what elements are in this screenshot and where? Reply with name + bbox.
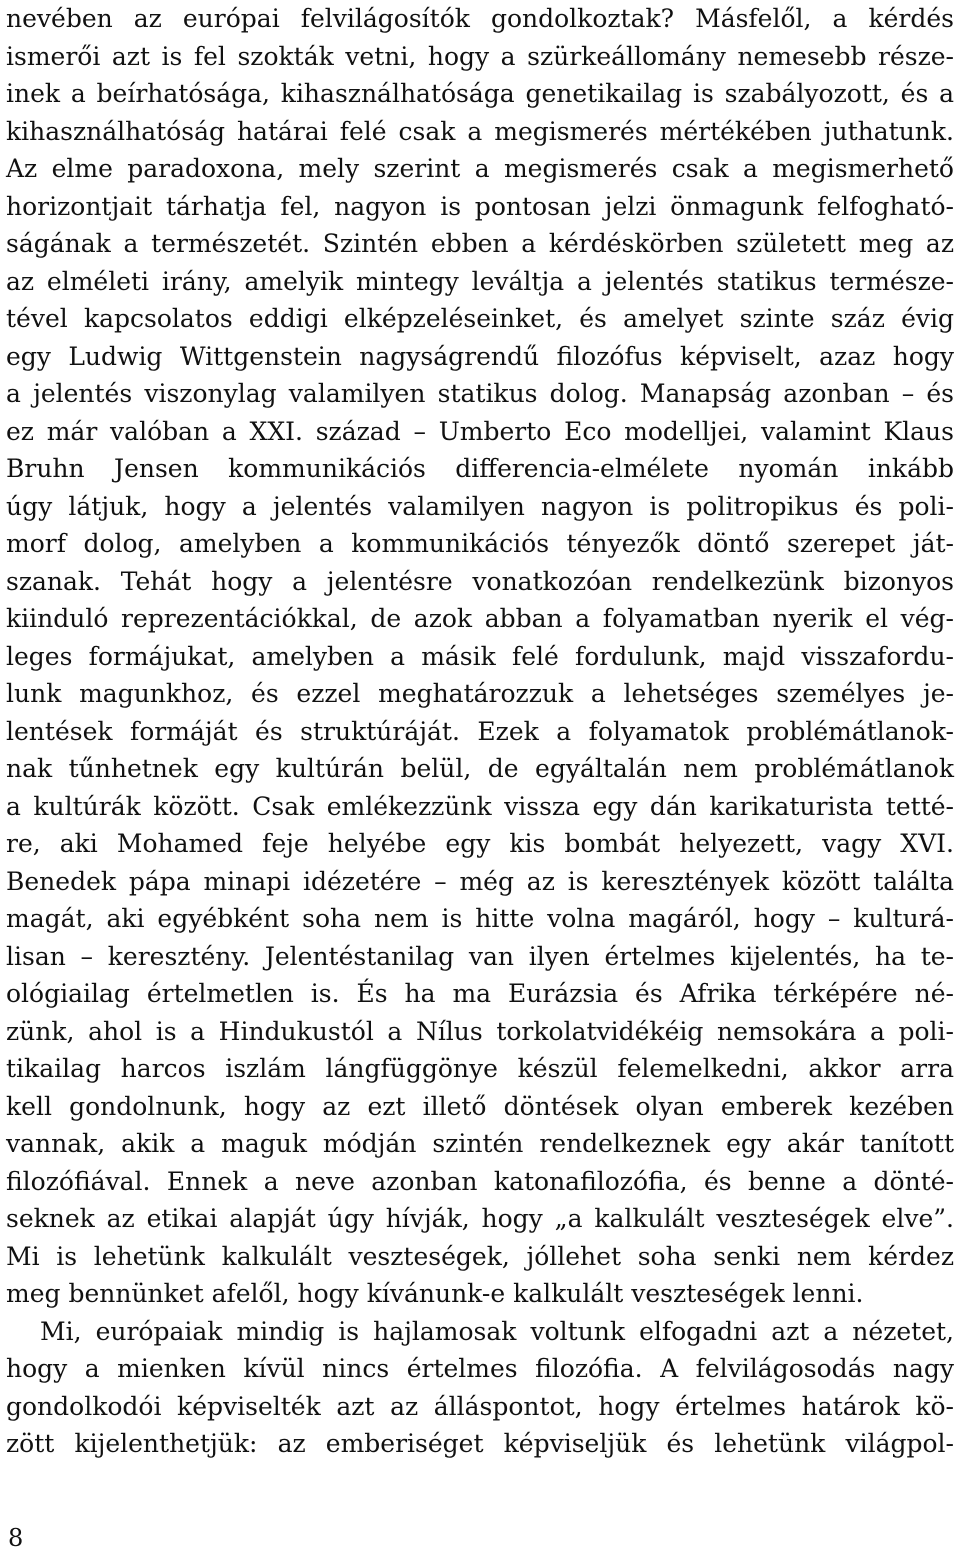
text-line: nak tűnhetnek egy kultúrán belül, de egyáltalán nem problémátlanok [6, 754, 954, 783]
text-line: úgy látjuk, hogy a jelentés valamilyen nagyon is politropikus és poli- [6, 491, 954, 521]
text-line: Az elme paradoxona, mely szerint a megismerés csak a megismerhető [6, 154, 954, 183]
text-line: szanak. Tehát hogy a jelentésre vonatkozóan rendelkezünk bizonyos [6, 566, 954, 596]
text-line: ságának a természetét. Szintén ebben a kérdéskörben született meg az [6, 229, 954, 258]
text-line: re, aki Mohamed feje helyébe egy kis bombát helyezett, vagy XVI. [6, 829, 954, 858]
text-line: tével kapcsolatos eddigi elképzeléseinket, és amelyet szinte száz évig [6, 304, 954, 333]
body-text [6, 0, 954, 1463]
text-line: az elméleti irány, amelyik mintegy leváltja a jelentés statikus természe- [6, 266, 954, 296]
text-line: a jelentés viszonylag valamilyen statikus dolog. Manapság azonban – és [6, 379, 954, 408]
text-line: egy Ludwig Wittgenstein nagyságrendű filozófus képviselt, azaz hogy [6, 341, 954, 371]
text-line: zött kijelenthetjük: az emberiséget képviseljük és lehetünk világpol- [6, 1429, 954, 1458]
text-line: gondolkodói képviselték azt az álláspontot, hogy értelmes határok kö- [6, 1391, 954, 1421]
text-line: lisan – keresztény. Jelentéstanilag van ilyen értelmes kijelentés, ha te- [6, 941, 954, 971]
text-line: a kultúrák között. Csak emlékezzünk vissza egy dán karikaturista tetté- [6, 791, 954, 821]
text-line: leges formájukat, amelyben a másik felé fordulunk, majd visszafordu- [6, 641, 954, 671]
text-line: filozófiával. Ennek a neve azonban katonafilozófia, és benne a dönté- [6, 1166, 954, 1196]
text-line: horizontjait tárhatja fel, nagyon is pontosan jelzi önmagunk felfogható- [6, 191, 954, 221]
text-line: kiinduló reprezentációkkal, de azok abban a folyamatban nyerik el vég- [6, 604, 954, 633]
text-line: Mi, európaiak mindig is hajlamosak voltunk elfogadni azt a nézetet, [40, 1316, 954, 1346]
text-line: lentések formáját és struktúráját. Ezek a folyamatok problémátlanok- [6, 716, 954, 746]
text-line: tikailag harcos iszlám lángfüggönye készül felemelkedni, akkor arra [6, 1054, 954, 1083]
text-line: hogy a mienken kívül nincs értelmes filozófia. A felvilágosodás nagy [6, 1354, 954, 1383]
text-line: lunk magunkhoz, és ezzel meghatározzuk a lehetséges személyes je- [6, 679, 954, 708]
text-line: magát, aki egyébként soha nem is hitte volna magáról, hogy – kulturá- [6, 904, 954, 933]
page-number: 8 [8, 1524, 24, 1552]
text-line: vannak, akik a maguk módján szintén rendelkeznek egy akár tanított [6, 1129, 954, 1158]
text-line: ológiailag értelmetlen is. És ha ma Eurázsia és Afrika térképére né- [6, 979, 954, 1008]
text-line: nevében az európai felvilágosítók gondolkoztak? Másfelől, a kérdés [6, 4, 954, 33]
text-line: Benedek pápa minapi idézetére – még az is keresztények között találta [6, 866, 954, 896]
text-line: seknek az etikai alapját úgy hívják, hogy „a kalkulált veszteségek elve”. [6, 1204, 954, 1233]
text-line: morf dolog, amelyben a kommunikációs tényezők döntő szerepet ját- [6, 529, 954, 558]
text-line: kihasználhatóság határai felé csak a megismerés mértékében juthatunk. [6, 116, 954, 146]
text-line: ismerői azt is fel szokták vetni, hogy a szürkeállomány nemesebb része- [6, 41, 954, 71]
text-line: Bruhn Jensen kommunikációs differencia-elmélete nyomán inkább [6, 454, 954, 483]
text-line: ez már valóban a XXI. század – Umberto Eco modelljei, valamint Klaus [6, 416, 954, 446]
text-line: zünk, ahol is a Hindukustól a Nílus torkolatvidékéig nemsokára a poli- [6, 1016, 954, 1046]
text-line: inek a beírhatósága, kihasználhatósága genetikailag is szabályozott, és a [6, 79, 954, 108]
text-line: Mi is lehetünk kalkulált veszteségek, jóllehet soha senki nem kérdez [6, 1241, 954, 1271]
text-line: kell gondolnunk, hogy az ezt illető döntések olyan emberek kezében [6, 1091, 954, 1121]
text-line: meg bennünket afelől, hogy kívánunk-e kalkulált veszteségek lenni. [6, 1279, 864, 1308]
